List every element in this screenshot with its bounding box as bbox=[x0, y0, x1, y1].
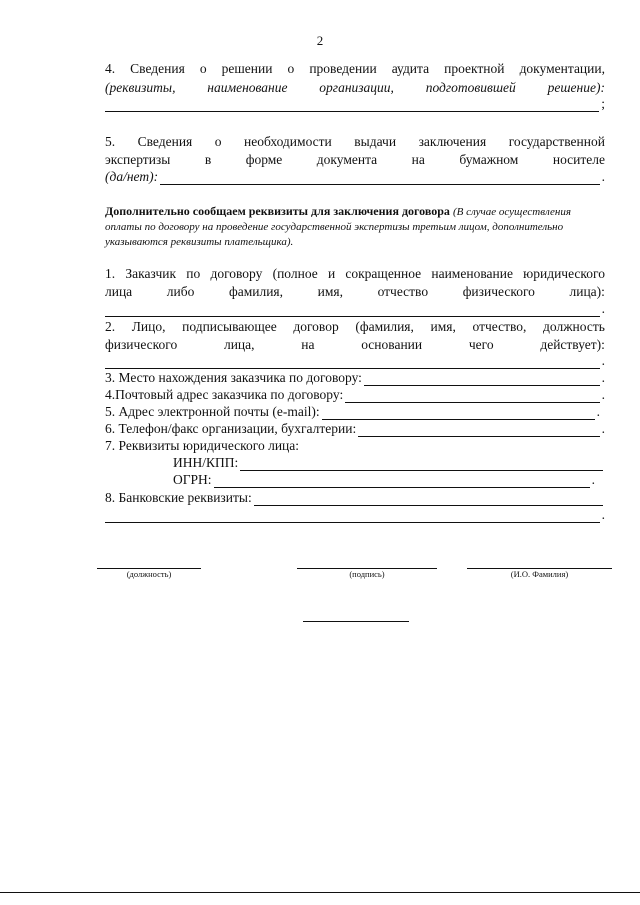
word: экспертизы bbox=[105, 152, 171, 167]
additional-bold: Дополнительно сообщаем реквизиты для заключения договора bbox=[105, 204, 450, 218]
page-bottom-border bbox=[0, 892, 640, 893]
word: (реквизиты, bbox=[105, 80, 176, 95]
signature-sign: (подпись) bbox=[297, 568, 437, 579]
word: имя, bbox=[317, 284, 343, 299]
item3-row[interactable]: 3. Место нахождения заказчика по договору: . bbox=[105, 370, 605, 385]
word: либо bbox=[166, 284, 195, 299]
word: о bbox=[287, 61, 295, 76]
item2-line1 bbox=[105, 318, 605, 335]
word: фамилия, bbox=[228, 284, 284, 299]
word: основании bbox=[361, 337, 423, 352]
item1-line2 bbox=[105, 283, 605, 300]
word: 5. bbox=[105, 134, 116, 149]
word: форме bbox=[245, 152, 283, 167]
page-number: 2 bbox=[316, 33, 324, 48]
word: отчество, bbox=[472, 319, 527, 334]
word: выдачи bbox=[354, 134, 397, 149]
item1-answer-line[interactable]: . bbox=[105, 300, 605, 317]
word: отчество bbox=[377, 284, 429, 299]
word: наименование bbox=[207, 80, 288, 95]
word: организации, bbox=[319, 80, 394, 95]
item6-row[interactable]: 6. Телефон/факс организации, бухгалтерии: . bbox=[105, 421, 605, 436]
word: государственной bbox=[508, 134, 605, 149]
word: решение): bbox=[547, 80, 605, 95]
section5-line2 bbox=[105, 151, 605, 168]
word: о bbox=[214, 134, 222, 149]
word: бумажном bbox=[459, 152, 519, 167]
word: документации, bbox=[519, 61, 605, 76]
word: лица): bbox=[569, 284, 605, 299]
item2-line2 bbox=[105, 336, 605, 353]
word: (фамилия, bbox=[355, 319, 414, 334]
section4-line2 bbox=[105, 79, 605, 96]
word: документа bbox=[316, 152, 378, 167]
item1-line1: 1. Заказчик по договору (полное и сокращенное наименование юридического bbox=[105, 266, 605, 281]
word: чего bbox=[468, 337, 494, 352]
word: физического bbox=[105, 337, 178, 352]
word: 2. bbox=[105, 319, 116, 334]
word: действует): bbox=[540, 337, 605, 352]
word: заключения bbox=[418, 134, 487, 149]
signature-name: (И.О. Фамилия) bbox=[467, 568, 612, 579]
word: подготовившей bbox=[425, 80, 516, 95]
word: 4. bbox=[105, 61, 116, 76]
word: проведении bbox=[309, 61, 377, 76]
word: в bbox=[204, 152, 212, 167]
word: решении bbox=[221, 61, 273, 76]
item8-answer-line[interactable]: . bbox=[105, 506, 605, 523]
word: Сведения bbox=[137, 134, 193, 149]
ogrn-row[interactable]: ОГРН: . bbox=[173, 472, 595, 487]
word: подписывающее bbox=[182, 319, 277, 334]
item7-label: 7. Реквизиты юридического лица: bbox=[105, 438, 300, 453]
word: аудита bbox=[391, 61, 430, 76]
section5-line1 bbox=[105, 133, 605, 150]
word: на bbox=[301, 337, 315, 352]
word: должность bbox=[543, 319, 605, 334]
item4-row[interactable]: 4.Почтовый адрес заказчика по договору: . bbox=[105, 387, 605, 402]
section4-line1 bbox=[105, 60, 605, 77]
word: имя, bbox=[430, 319, 456, 334]
separator-line bbox=[303, 621, 409, 622]
word: на bbox=[411, 152, 425, 167]
section5-answer-line[interactable]: (да/нет): . bbox=[105, 169, 605, 184]
word: необходимости bbox=[244, 134, 332, 149]
word: проектной bbox=[444, 61, 505, 76]
signature-position: (должность) bbox=[97, 568, 201, 579]
word: физического bbox=[462, 284, 535, 299]
word: договор bbox=[293, 319, 339, 334]
word: Лицо, bbox=[131, 319, 166, 334]
word: лица, bbox=[223, 337, 255, 352]
inn-kpp-row[interactable]: ИНН/КПП: bbox=[173, 454, 605, 471]
word: о bbox=[199, 61, 207, 76]
item8-row[interactable]: 8. Банковские реквизиты: bbox=[105, 489, 605, 506]
word: лица bbox=[105, 284, 133, 299]
additional-info-heading bbox=[105, 204, 605, 249]
item5-row[interactable]: 5. Адрес электронной почты (e-mail): . bbox=[105, 404, 600, 419]
item2-answer-line[interactable]: . bbox=[105, 352, 605, 369]
word: Сведения bbox=[130, 61, 185, 76]
section4-answer-line[interactable]: ; bbox=[105, 95, 605, 112]
word: носителе bbox=[552, 152, 605, 167]
additional-italic: (В случае осуществления оплаты по договору на проведение государственной экспертизы третьим лицом, дополнительно указываются реквизиты плательщика). bbox=[105, 206, 571, 248]
